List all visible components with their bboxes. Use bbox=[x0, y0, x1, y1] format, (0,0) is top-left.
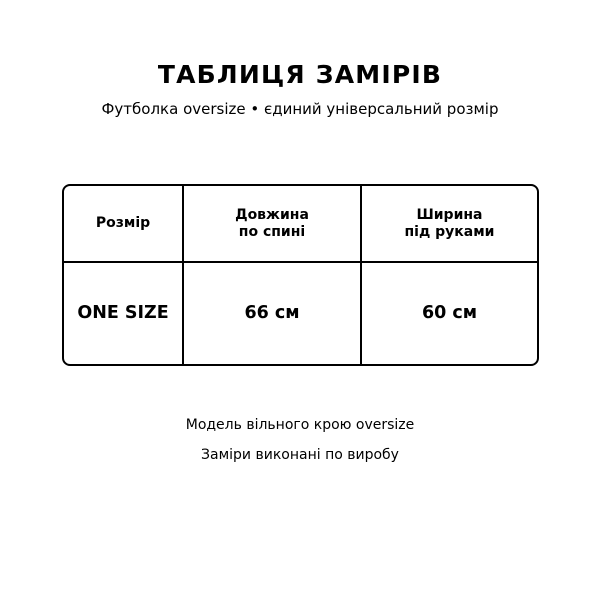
cell-chest-width-value: 60 см bbox=[421, 302, 478, 323]
page-subtitle: Футболка oversize • єдиний універсальний розмір bbox=[101, 100, 499, 118]
header-cell-size bbox=[64, 186, 184, 261]
table-row bbox=[64, 263, 537, 364]
measurement-note: Заміри виконані по виробу bbox=[201, 447, 399, 463]
header-size-label: Розмір bbox=[95, 215, 151, 231]
header-chest-width-label: Ширина під руками bbox=[404, 206, 495, 240]
page-title: ТАБЛИЦЯ ЗАМІРІВ bbox=[157, 60, 443, 89]
fit-note: Модель вільного крою oversize bbox=[185, 417, 415, 433]
size-table bbox=[62, 184, 539, 366]
cell-back-length-value: 66 см bbox=[184, 263, 362, 364]
cell-size-value: ONE SIZE bbox=[64, 263, 184, 364]
table-header-row bbox=[64, 186, 537, 263]
header-cell-back-length bbox=[184, 186, 362, 261]
header-cell-chest-width bbox=[362, 186, 537, 261]
header-back-length-label: Довжина по спині bbox=[235, 206, 309, 240]
